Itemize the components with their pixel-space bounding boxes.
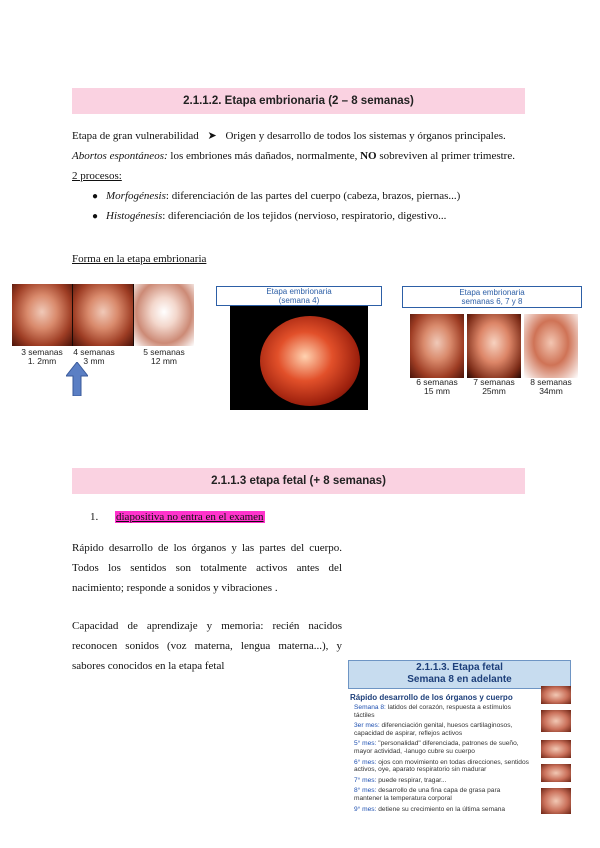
caption-8-weeks: 8 semanas 34mm <box>530 377 572 396</box>
caption-3-weeks: 3 semanas 1. 2mm <box>21 347 63 366</box>
embryo-image-6-weeks <box>410 314 464 378</box>
fetal-item: 7° mes: puede respirar, tragar... <box>354 776 447 784</box>
bullet-dot-icon: ● <box>92 191 99 202</box>
embryo-image-4-weeks <box>73 284 133 346</box>
forma-heading: Forma en la etapa embrionaria <box>72 253 207 265</box>
fetal-item: 6° mes: ojos con movimiento en todas direcciones, sentidos activos, oye, aparato respiratorio sin madurar <box>354 758 529 774</box>
exam-note: 1. diapositiva no entra en el examen <box>90 511 264 523</box>
bullet-dot-icon: ● <box>92 211 99 222</box>
fetal-item: 9° mes: detiene su crecimiento en la última semana <box>354 805 506 813</box>
label-embryo-week4: Etapa embrionaria (semana 4) <box>216 286 382 306</box>
bullet-histogenesis: ● Histogénesis: diferenciación de los tejidos (nervioso, respiratorio, digestivo... <box>92 208 446 225</box>
arrow-icon: ➤ <box>207 130 217 142</box>
bullet-morfogenesis: ● Morfogénesis: diferenciación de las partes del cuerpo (cabeza, brazos, piernas...) <box>92 188 460 205</box>
fetal-stage-slide <box>348 660 571 830</box>
caption-7-weeks: 7 semanas 25mm <box>473 377 515 396</box>
embryo-image-8-weeks <box>524 314 578 378</box>
fetal-item: 3er mes: diferenciación genital, huesos cartilaginosos, capacidad de aspirar, reflejos activos <box>354 722 513 737</box>
paragraph-desarrollo: Rápido desarrollo de los órganos y las partes del cuerpo. Todos los sentidos son totalmente activos antes del nacimiento; responde a sonidos y vibraciones . <box>72 542 342 594</box>
fetal-item: 8° mes: desarrollo de una fina capa de grasa para mantener la temperatura corporal <box>354 787 501 802</box>
fetal-slide-heading: Rápido desarrollo de los órganos y cuerpo <box>350 693 513 702</box>
label-embryo-weeks-6-8: Etapa embrionaria semanas 6, 7 y 8 <box>402 286 582 308</box>
embryo-image-3-weeks <box>12 284 72 346</box>
paragraph-abortos: Abortos espontáneos: los embriones más dañados, normalmente, NO sobreviven al primer trimestre. <box>72 150 515 162</box>
fetus-thumbnail <box>541 764 571 782</box>
embryo-image-week-4 <box>230 306 368 410</box>
fetal-item: 5° mes: "personalidad" diferenciada, patrones de sueño, mayor actividad, -lanugo cubre su cuerpo <box>354 740 519 755</box>
embryo-photo-strip-3-5 <box>12 284 194 346</box>
paragraph-vulnerabilidad: Etapa de gran vulnerabilidad ➤ Origen y desarrollo de todos los sistemas y órganos principales. <box>72 130 506 142</box>
section-title-fetal: 2.1.1.3 etapa fetal (+ 8 semanas) <box>72 468 525 494</box>
fetus-thumbnail <box>541 686 571 704</box>
embryo-photo-strip-6-8 <box>410 314 578 378</box>
section-title-embrionaria: 2.1.1.2. Etapa embrionaria (2 – 8 semanas) <box>72 88 525 114</box>
caption-4-weeks: 4 semanas 3 mm <box>73 347 115 366</box>
fetus-thumbnail <box>541 710 571 732</box>
embryo-image-7-weeks <box>467 314 521 378</box>
embryo-image-5-weeks <box>134 284 194 346</box>
fetus-thumbnail <box>541 788 571 814</box>
processes-heading: 2 procesos: <box>72 170 122 182</box>
caption-6-weeks: 6 semanas 15 mm <box>416 377 458 396</box>
fetus-thumbnail <box>541 740 571 758</box>
paragraph-aprendizaje: Capacidad de aprendizaje y memoria: recién nacidos reconocen sonidos (voz materna, lengua materna...), y sabores conocidos en la etapa fetal <box>72 620 342 672</box>
caption-5-weeks: 5 semanas 12 mm <box>143 347 185 366</box>
up-arrow-icon <box>66 362 88 396</box>
fetal-item: Semana 8: latidos del corazón, respuesta a estímulos táctiles <box>354 704 511 719</box>
fetal-slide-title: 2.1.1.3. Etapa fetal Semana 8 en adelante <box>348 660 571 689</box>
